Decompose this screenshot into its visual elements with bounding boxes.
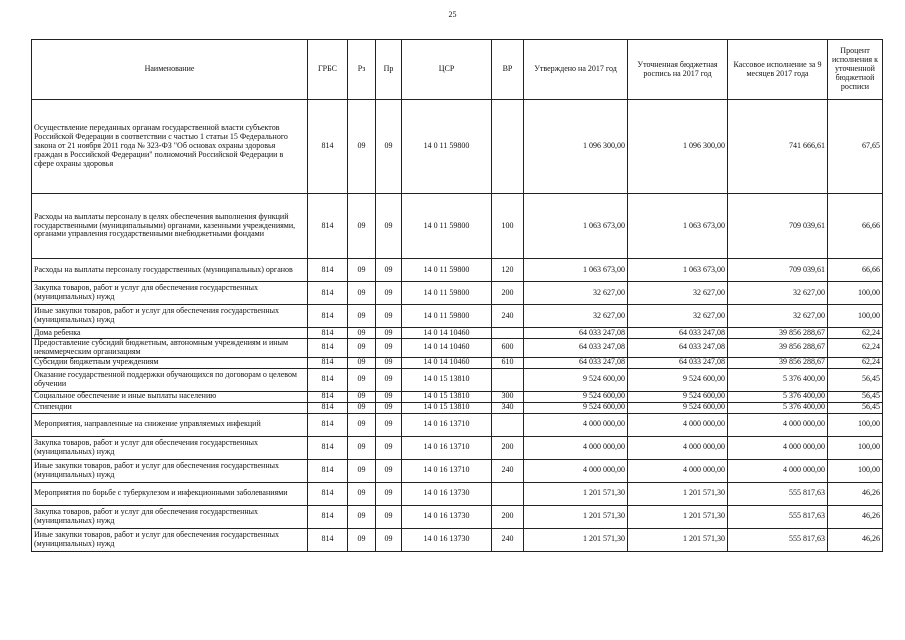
row-approved: 1 063 673,00 xyxy=(524,194,628,259)
row-refined: 9 524 600,00 xyxy=(628,368,728,391)
row-refined: 1 096 300,00 xyxy=(628,100,728,194)
row-grbs: 814 xyxy=(308,339,348,358)
row-cash: 4 000 000,00 xyxy=(728,459,828,482)
row-vr: 200 xyxy=(492,282,524,305)
row-approved: 9 524 600,00 xyxy=(524,391,628,402)
row-approved: 64 033 247,08 xyxy=(524,328,628,339)
row-vr: 340 xyxy=(492,402,524,413)
row-csr: 14 0 14 10460 xyxy=(402,339,492,358)
row-percent: 100,00 xyxy=(828,413,883,436)
row-refined: 1 201 571,30 xyxy=(628,482,728,505)
row-name: Мероприятия, направленные на снижение управляемых инфекций xyxy=(32,413,308,436)
row-vr xyxy=(492,482,524,505)
row-cash: 5 376 400,00 xyxy=(728,368,828,391)
row-csr: 14 0 11 59800 xyxy=(402,305,492,328)
row-name: Социальное обеспечение и иные выплаты населению xyxy=(32,391,308,402)
row-percent: 56,45 xyxy=(828,391,883,402)
row-rz: 09 xyxy=(348,459,376,482)
row-vr: 100 xyxy=(492,194,524,259)
row-cash: 4 000 000,00 xyxy=(728,413,828,436)
row-csr: 14 0 14 10460 xyxy=(402,357,492,368)
row-vr xyxy=(492,328,524,339)
row-rz: 09 xyxy=(348,259,376,282)
table-row xyxy=(32,436,883,459)
table-row xyxy=(32,505,883,528)
header-rz: Рз xyxy=(348,40,376,100)
row-grbs: 814 xyxy=(308,402,348,413)
row-pr: 09 xyxy=(376,391,402,402)
row-csr: 14 0 11 59800 xyxy=(402,100,492,194)
row-cash: 5 376 400,00 xyxy=(728,402,828,413)
row-vr xyxy=(492,368,524,391)
header-refined: Уточненная бюджетная роспись на 2017 год xyxy=(628,40,728,100)
row-csr: 14 0 15 13810 xyxy=(402,391,492,402)
row-vr: 600 xyxy=(492,339,524,358)
row-grbs: 814 xyxy=(308,459,348,482)
row-percent: 46,26 xyxy=(828,505,883,528)
row-approved: 1 201 571,30 xyxy=(524,528,628,551)
row-csr: 14 0 11 59800 xyxy=(402,194,492,259)
row-refined: 1 201 571,30 xyxy=(628,505,728,528)
row-approved: 1 201 571,30 xyxy=(524,482,628,505)
row-vr: 200 xyxy=(492,505,524,528)
table-row xyxy=(32,528,883,551)
table-row xyxy=(32,459,883,482)
row-vr: 120 xyxy=(492,259,524,282)
table-row xyxy=(32,482,883,505)
row-approved: 9 524 600,00 xyxy=(524,368,628,391)
row-refined: 1 063 673,00 xyxy=(628,194,728,259)
row-csr: 14 0 15 13810 xyxy=(402,368,492,391)
row-grbs: 814 xyxy=(308,436,348,459)
row-refined: 32 627,00 xyxy=(628,282,728,305)
row-pr: 09 xyxy=(376,194,402,259)
row-rz: 09 xyxy=(348,482,376,505)
row-approved: 32 627,00 xyxy=(524,282,628,305)
row-csr: 14 0 16 13730 xyxy=(402,482,492,505)
row-name: Расходы на выплаты персоналу государственных (муниципальных) органов xyxy=(32,259,308,282)
row-percent: 100,00 xyxy=(828,436,883,459)
row-name: Осуществление переданных органам государственной власти субъектов Российской Федерации в соответствии с частью 1 статьи 15 Федерального закона от 21 ноября 2011 года № 323-ФЗ "Об основах охраны здоровья граждан в Российской Федерации" полномочий Российской Федерации в сфере охраны здоровья xyxy=(32,100,308,194)
row-grbs: 814 xyxy=(308,100,348,194)
row-cash: 555 817,63 xyxy=(728,505,828,528)
row-refined: 4 000 000,00 xyxy=(628,413,728,436)
row-grbs: 814 xyxy=(308,357,348,368)
row-percent: 66,66 xyxy=(828,194,883,259)
row-grbs: 814 xyxy=(308,528,348,551)
row-name: Мероприятия по борьбе с туберкулезом и инфекционными заболеваниями xyxy=(32,482,308,505)
row-name: Дома ребенка xyxy=(32,328,308,339)
row-pr: 09 xyxy=(376,282,402,305)
row-vr: 300 xyxy=(492,391,524,402)
header-pr: Пр xyxy=(376,40,402,100)
header-percent: Процент исполнения к уточненной бюджетной росписи xyxy=(828,40,883,100)
row-rz: 09 xyxy=(348,100,376,194)
row-rz: 09 xyxy=(348,436,376,459)
row-grbs: 814 xyxy=(308,305,348,328)
row-refined: 64 033 247,08 xyxy=(628,339,728,358)
row-percent: 62,24 xyxy=(828,357,883,368)
table-row xyxy=(32,328,883,339)
row-refined: 32 627,00 xyxy=(628,305,728,328)
row-csr: 14 0 14 10460 xyxy=(402,328,492,339)
row-grbs: 814 xyxy=(308,282,348,305)
row-csr: 14 0 11 59800 xyxy=(402,259,492,282)
row-cash: 39 856 288,67 xyxy=(728,339,828,358)
row-name: Иные закупки товаров, работ и услуг для обеспечения государственных (муниципальных) нужд xyxy=(32,528,308,551)
row-vr: 240 xyxy=(492,459,524,482)
table-row xyxy=(32,391,883,402)
row-rz: 09 xyxy=(348,402,376,413)
row-pr: 09 xyxy=(376,328,402,339)
row-pr: 09 xyxy=(376,259,402,282)
row-vr xyxy=(492,100,524,194)
header-name: Наименование xyxy=(32,40,308,100)
row-percent: 100,00 xyxy=(828,305,883,328)
row-grbs: 814 xyxy=(308,482,348,505)
row-name: Предоставление субсидий бюджетным, автономным учреждениям и иным некоммерческим организациям xyxy=(32,339,308,358)
row-vr: 240 xyxy=(492,305,524,328)
row-name: Закупка товаров, работ и услуг для обеспечения государственных (муниципальных) нужд xyxy=(32,282,308,305)
row-cash: 555 817,63 xyxy=(728,528,828,551)
row-grbs: 814 xyxy=(308,368,348,391)
header-cash: Кассовое исполнение за 9 месяцев 2017 года xyxy=(728,40,828,100)
row-name: Иные закупки товаров, работ и услуг для обеспечения государственных (муниципальных) нужд xyxy=(32,459,308,482)
row-cash: 32 627,00 xyxy=(728,305,828,328)
row-grbs: 814 xyxy=(308,391,348,402)
row-rz: 09 xyxy=(348,413,376,436)
row-approved: 4 000 000,00 xyxy=(524,413,628,436)
row-approved: 4 000 000,00 xyxy=(524,459,628,482)
row-rz: 09 xyxy=(348,328,376,339)
row-approved: 1 096 300,00 xyxy=(524,100,628,194)
row-vr xyxy=(492,413,524,436)
row-pr: 09 xyxy=(376,100,402,194)
row-pr: 09 xyxy=(376,482,402,505)
row-grbs: 814 xyxy=(308,413,348,436)
row-csr: 14 0 16 13710 xyxy=(402,459,492,482)
row-name: Стипендии xyxy=(32,402,308,413)
row-approved: 9 524 600,00 xyxy=(524,402,628,413)
page-number: 25 xyxy=(448,10,457,19)
row-percent: 67,65 xyxy=(828,100,883,194)
table-row xyxy=(32,402,883,413)
table-row xyxy=(32,305,883,328)
header-vr: ВР xyxy=(492,40,524,100)
row-approved: 32 627,00 xyxy=(524,305,628,328)
row-csr: 14 0 16 13730 xyxy=(402,505,492,528)
row-cash: 39 856 288,67 xyxy=(728,328,828,339)
row-percent: 66,66 xyxy=(828,259,883,282)
row-pr: 09 xyxy=(376,357,402,368)
row-vr: 240 xyxy=(492,528,524,551)
row-name: Иные закупки товаров, работ и услуг для обеспечения государственных (муниципальных) нужд xyxy=(32,305,308,328)
row-refined: 64 033 247,08 xyxy=(628,357,728,368)
row-percent: 100,00 xyxy=(828,282,883,305)
row-rz: 09 xyxy=(348,194,376,259)
row-cash: 4 000 000,00 xyxy=(728,436,828,459)
header-approved: Утверждено на 2017 год xyxy=(524,40,628,100)
row-rz: 09 xyxy=(348,282,376,305)
row-name: Субсидии бюджетным учреждениям xyxy=(32,357,308,368)
row-pr: 09 xyxy=(376,436,402,459)
row-cash: 741 666,61 xyxy=(728,100,828,194)
row-rz: 09 xyxy=(348,391,376,402)
row-percent: 56,45 xyxy=(828,368,883,391)
row-pr: 09 xyxy=(376,305,402,328)
row-refined: 4 000 000,00 xyxy=(628,436,728,459)
table-row xyxy=(32,100,883,194)
table-row xyxy=(32,413,883,436)
row-name: Оказание государственной поддержки обучающихся по договорам о целевом обучении xyxy=(32,368,308,391)
row-rz: 09 xyxy=(348,368,376,391)
row-pr: 09 xyxy=(376,413,402,436)
table-row xyxy=(32,339,883,358)
table-row xyxy=(32,194,883,259)
row-refined: 4 000 000,00 xyxy=(628,459,728,482)
row-approved: 4 000 000,00 xyxy=(524,436,628,459)
row-cash: 39 856 288,67 xyxy=(728,357,828,368)
table-header-row xyxy=(32,40,883,100)
row-refined: 9 524 600,00 xyxy=(628,391,728,402)
row-rz: 09 xyxy=(348,339,376,358)
row-percent: 56,45 xyxy=(828,402,883,413)
row-percent: 62,24 xyxy=(828,328,883,339)
row-approved: 64 033 247,08 xyxy=(524,357,628,368)
row-csr: 14 0 16 13710 xyxy=(402,436,492,459)
row-cash: 709 039,61 xyxy=(728,259,828,282)
row-rz: 09 xyxy=(348,528,376,551)
row-percent: 62,24 xyxy=(828,339,883,358)
row-refined: 9 524 600,00 xyxy=(628,402,728,413)
row-approved: 1 201 571,30 xyxy=(524,505,628,528)
row-vr: 610 xyxy=(492,357,524,368)
row-grbs: 814 xyxy=(308,328,348,339)
row-refined: 1 063 673,00 xyxy=(628,259,728,282)
row-grbs: 814 xyxy=(308,259,348,282)
row-pr: 09 xyxy=(376,339,402,358)
row-name: Расходы на выплаты персоналу в целях обеспечения выполнения функций государственными (муниципальными) органами, казенными учреждениями, органами управления государственными внебюджетными фондами xyxy=(32,194,308,259)
table-row xyxy=(32,357,883,368)
row-percent: 46,26 xyxy=(828,482,883,505)
row-vr: 200 xyxy=(492,436,524,459)
row-pr: 09 xyxy=(376,459,402,482)
row-percent: 46,26 xyxy=(828,528,883,551)
row-pr: 09 xyxy=(376,528,402,551)
header-grbs: ГРБС xyxy=(308,40,348,100)
row-name: Закупка товаров, работ и услуг для обеспечения государственных (муниципальных) нужд xyxy=(32,505,308,528)
row-grbs: 814 xyxy=(308,505,348,528)
table-row xyxy=(32,282,883,305)
row-refined: 64 033 247,08 xyxy=(628,328,728,339)
budget-table xyxy=(31,39,883,552)
row-approved: 1 063 673,00 xyxy=(524,259,628,282)
row-cash: 555 817,63 xyxy=(728,482,828,505)
row-csr: 14 0 16 13730 xyxy=(402,528,492,551)
row-approved: 64 033 247,08 xyxy=(524,339,628,358)
row-refined: 1 201 571,30 xyxy=(628,528,728,551)
table-row xyxy=(32,259,883,282)
table-body xyxy=(32,100,883,552)
row-cash: 5 376 400,00 xyxy=(728,391,828,402)
header-csr: ЦСР xyxy=(402,40,492,100)
row-name: Закупка товаров, работ и услуг для обеспечения государственных (муниципальных) нужд xyxy=(32,436,308,459)
row-pr: 09 xyxy=(376,505,402,528)
row-rz: 09 xyxy=(348,357,376,368)
row-csr: 14 0 11 59800 xyxy=(402,282,492,305)
row-csr: 14 0 16 13710 xyxy=(402,413,492,436)
row-cash: 32 627,00 xyxy=(728,282,828,305)
row-pr: 09 xyxy=(376,368,402,391)
table-row xyxy=(32,368,883,391)
row-pr: 09 xyxy=(376,402,402,413)
row-rz: 09 xyxy=(348,305,376,328)
row-csr: 14 0 15 13810 xyxy=(402,402,492,413)
row-grbs: 814 xyxy=(308,194,348,259)
row-cash: 709 039,61 xyxy=(728,194,828,259)
row-percent: 100,00 xyxy=(828,459,883,482)
row-rz: 09 xyxy=(348,505,376,528)
